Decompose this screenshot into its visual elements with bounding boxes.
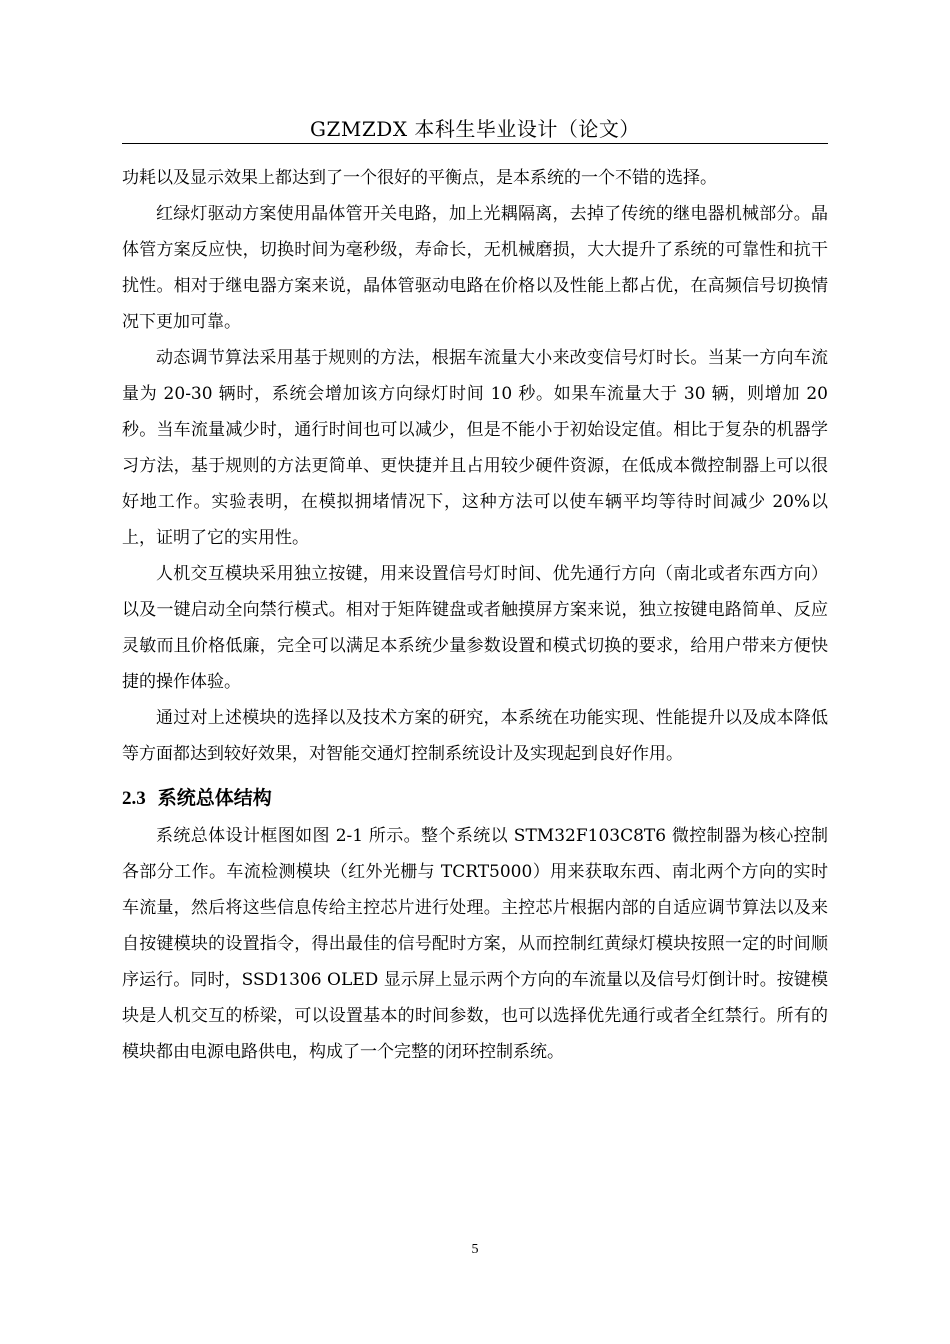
section-title: 系统总体结构 [157, 787, 272, 809]
paragraph: 通过对上述模块的选择以及技术方案的研究，本系统在功能实现、性能提升以及成本降低等方面都达到较好效果，对智能交通灯控制系统设计及实现起到良好作用。 [122, 708, 828, 764]
paragraph: 动态调节算法采用基于规则的方法，根据车流量大小来改变信号灯时长。当某一方向车流量为 20-30 辆时，系统会增加该方向绿灯时间 10 秒。如果车流量大于 30 辆，则增加 20 秒。当车流量减少时，通行时间也可以减少，但是不能小于初始设定值。相比于复杂的机器学习方法，基于规则的方法更简单、更快捷并且占用较少硬件资源，在低成本微控制器上可以很好地工作。实验表明，在模拟拥堵情况下，这种方法可以使车辆平均等待时间减少 20%以上，证明了它的实用性。 [122, 348, 828, 548]
page-header-title: GZMZDX 本科生毕业设计（论文） [310, 117, 640, 141]
paragraph: 红绿灯驱动方案使用晶体管开关电路，加上光耦隔离，去掉了传统的继电器机械部分。晶体管方案反应快，切换时间为毫秒级，寿命长，无机械磨损，大大提升了系统的可靠性和抗干扰性。相对于继电器方案来说，晶体管驱动电路在价格以及性能上都占优，在高频信号切换情况下更加可靠。 [122, 204, 828, 332]
paragraph: 人机交互模块采用独立按键，用来设置信号灯时间、优先通行方向（南北或者东西方向）以及一键启动全向禁行模式。相对于矩阵键盘或者触摸屏方案来说，独立按键电路简单、反应灵敏而且价格低廉，完全可以满足本系统少量参数设置和模式切换的要求，给用户带来方便快捷的操作体验。 [122, 564, 828, 692]
document-body [122, 160, 828, 1070]
paragraph: 功耗以及显示效果上都达到了一个很好的平衡点，是本系统的一个不错的选择。 [122, 168, 717, 188]
page-number: 5 [471, 1242, 479, 1257]
header-rule [122, 143, 828, 144]
paragraph: 系统总体设计框图如图 2-1 所示。整个系统以 STM32F103C8T6 微控制器为核心控制各部分工作。车流检测模块（红外光栅与 TCRT5000）用来获取东西、南北两个方向的实时车流量，然后将这些信息传给主控芯片进行处理。主控芯片根据内部的自适应调节算法以及来自按键模块的设置指令，得出最佳的信号配时方案，从而控制红黄绿灯模块按照一定的时间顺序运行。同时，SSD1306 OLED 显示屏上显示两个方向的车流量以及信号灯倒计时。按键模块是人机交互的桥梁，可以设置基本的时间参数，也可以选择优先通行或者全红禁行。所有的模块都由电源电路供电，构成了一个完整的闭环控制系统。 [122, 826, 828, 1062]
section-heading [122, 778, 828, 818]
section-number: 2.3 [122, 788, 146, 809]
